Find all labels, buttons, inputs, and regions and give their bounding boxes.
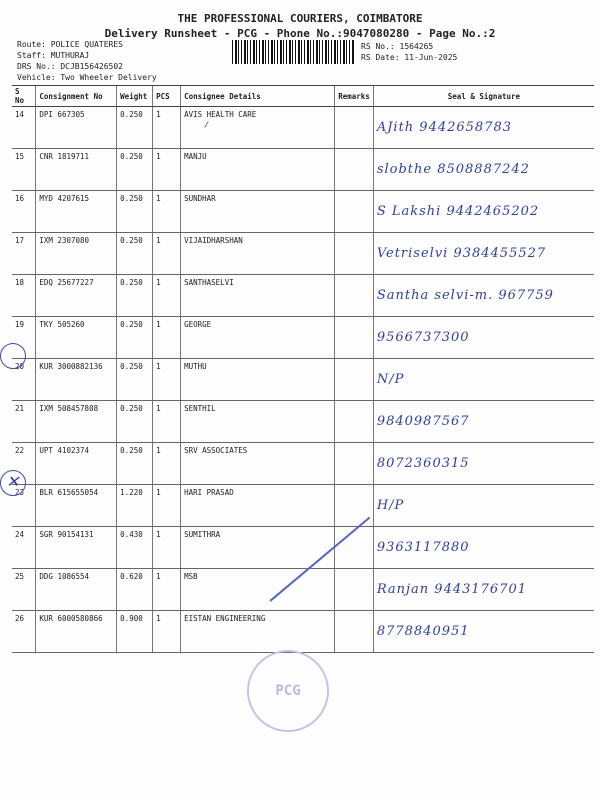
barcode (232, 40, 354, 64)
staff-label: Staff: MUTHURAJ (17, 51, 90, 60)
row-signature (373, 191, 594, 233)
row-sno: 21 (12, 401, 36, 443)
row-remarks (335, 611, 374, 653)
handwritten-signature: 9363117880 (376, 540, 470, 555)
company-title: THE PROFESSIONAL COURIERS, COIMBATORE (177, 12, 423, 25)
rs-number: RS No.: 1564265 (361, 42, 434, 51)
row-remarks (335, 485, 374, 527)
row-remarks (335, 359, 374, 401)
table-row (12, 443, 594, 485)
row-consignment: KUR 6000580866 (36, 611, 117, 653)
row-weight: 0.250 (117, 191, 153, 233)
row-sno: 26 (12, 611, 36, 653)
row-weight: 0.620 (117, 569, 153, 611)
row-weight: 0.250 (117, 317, 153, 359)
handwritten-signature: Vetriselvi 9384455527 (376, 246, 547, 261)
row-consignee: SANTHASELVI (181, 275, 335, 317)
row-sno: 20 (12, 359, 36, 401)
row-pcs: 1 (153, 527, 181, 569)
row-weight: 0.250 (117, 359, 153, 401)
row-signature (373, 107, 594, 149)
table-row (12, 611, 594, 653)
row-signature (373, 611, 594, 653)
row-remarks (335, 443, 374, 485)
company-stamp: PCG (247, 650, 329, 732)
row-consignment: SGR 90154131 (36, 527, 117, 569)
row-signature (373, 275, 594, 317)
row-remarks (335, 107, 374, 149)
table-row (12, 149, 594, 191)
row-consignment: CNR 1819711 (36, 149, 117, 191)
row-consignee: HARI PRASAD (181, 485, 335, 527)
row-remarks (335, 191, 374, 233)
col-sno: S No (12, 86, 36, 107)
route-label: Route: POLICE QUATERES (17, 40, 123, 49)
row-consignee: GEORGE (181, 317, 335, 359)
table-row (12, 401, 594, 443)
table-row (12, 275, 594, 317)
row-sno: 14 (12, 107, 36, 149)
handwritten-signature: slobthe 8508887242 (376, 162, 530, 177)
row-sno: 19 (12, 317, 36, 359)
drs-label: DRS No.: DCJB156426502 (17, 62, 123, 71)
row-pcs: 1 (153, 107, 181, 149)
row-weight: 0.250 (117, 233, 153, 275)
row-consignee: MANJU (181, 149, 335, 191)
row-consignee: MUTHU (181, 359, 335, 401)
vehicle-label: Vehicle: Two Wheeler Delivery (17, 73, 157, 82)
row-sno: 24 (12, 527, 36, 569)
row-remarks (335, 149, 374, 191)
row-23-cross-mark: ✕ (6, 472, 20, 491)
row-remarks (335, 401, 374, 443)
row-consignment: IXM 508457808 (36, 401, 117, 443)
table-row (12, 359, 594, 401)
row-pcs: 1 (153, 569, 181, 611)
col-pcs: PCS (153, 86, 181, 107)
row-signature (373, 233, 594, 275)
row-pcs: 1 (153, 359, 181, 401)
table-row (12, 527, 594, 569)
col-remarks: Remarks (335, 86, 374, 107)
row-signature (373, 359, 594, 401)
row-pcs: 1 (153, 443, 181, 485)
handwritten-signature: AJith 9442658783 (376, 120, 513, 135)
row-consignment: EDQ 25677227 (36, 275, 117, 317)
row-consignment: DPI 667305 (36, 107, 117, 149)
row-sno: 15 (12, 149, 36, 191)
row-weight: 0.250 (117, 275, 153, 317)
table-row (12, 107, 594, 149)
col-weight: Weight (117, 86, 153, 107)
row-sno: 16 (12, 191, 36, 233)
row-weight: 1.220 (117, 485, 153, 527)
row-pcs: 1 (153, 149, 181, 191)
row-pcs: 1 (153, 317, 181, 359)
handwritten-signature: 8072360315 (376, 456, 470, 471)
table-row (12, 485, 594, 527)
row-consignment: DDG 1086554 (36, 569, 117, 611)
row-consignment: BLR 615655054 (36, 485, 117, 527)
col-consignment: Consignment No (36, 86, 117, 107)
row-pcs: 1 (153, 401, 181, 443)
row-pcs: 1 (153, 233, 181, 275)
runsheet-subtitle: Delivery Runsheet - PCG - Phone No.:9047080280 - Page No.:2 (104, 27, 496, 40)
row-remarks (335, 275, 374, 317)
row-20-circle-mark (0, 343, 26, 369)
row-consignment: IXM 2307080 (36, 233, 117, 275)
row-signature (373, 569, 594, 611)
row-consignee: VIJAIDHARSHAN (181, 233, 335, 275)
row-signature (373, 485, 594, 527)
row-weight: 0.250 (117, 149, 153, 191)
handwritten-signature: H/P (376, 498, 405, 513)
row-pcs: 1 (153, 485, 181, 527)
handwritten-signature: N/P (376, 372, 405, 387)
table-row (12, 569, 594, 611)
handwritten-signature: 9840987567 (376, 414, 470, 429)
table-row (12, 317, 594, 359)
row-consignment: MYD 4207615 (36, 191, 117, 233)
row-consignee: AVIS HEALTH CARE (181, 107, 335, 149)
row-consignment: TKY 505260 (36, 317, 117, 359)
row-sno: 18 (12, 275, 36, 317)
runsheet-table (12, 85, 594, 653)
row-sno: 25 (12, 569, 36, 611)
handwritten-signature: 8778840951 (376, 624, 470, 639)
handwritten-signature: S Lakshi 9442465202 (376, 204, 540, 219)
row-signature (373, 149, 594, 191)
row-signature (373, 527, 594, 569)
row-consignee: SUNDHAR (181, 191, 335, 233)
table-row (12, 233, 594, 275)
row-weight: 0.250 (117, 401, 153, 443)
col-consignee: Consignee Details (181, 86, 335, 107)
row-weight: 0.250 (117, 107, 153, 149)
row-consignment: UPT 4102374 (36, 443, 117, 485)
row-consignment: KUR 3000882136 (36, 359, 117, 401)
row-weight: 0.430 (117, 527, 153, 569)
row-pcs: 1 (153, 275, 181, 317)
row-sno: 22 (12, 443, 36, 485)
handwritten-signature: 9566737300 (376, 330, 470, 345)
table-row (12, 191, 594, 233)
row-weight: 0.250 (117, 443, 153, 485)
row-remarks (335, 233, 374, 275)
row-signature (373, 443, 594, 485)
handwritten-signature: Santha selvi-m. 967759 (376, 288, 554, 303)
handwritten-signature: Ranjan 9443176701 (376, 582, 528, 597)
row-consignee: SENTHIL (181, 401, 335, 443)
row-pcs: 1 (153, 611, 181, 653)
row-remarks (335, 569, 374, 611)
row-signature (373, 401, 594, 443)
row-sno: 23 (12, 485, 36, 527)
table-header-row (12, 86, 594, 107)
row-pcs: 1 (153, 191, 181, 233)
row-consignee: SUMITHRA (181, 527, 335, 569)
row-remarks (335, 317, 374, 359)
row-consignee: MSB (181, 569, 335, 611)
rs-date: RS Date: 11-Jun-2025 (361, 53, 458, 62)
row-weight: 0.900 (117, 611, 153, 653)
row-remarks (335, 527, 374, 569)
col-signature: Seal & Signature (373, 86, 594, 107)
row-consignee: EISTAN ENGINEERING (181, 611, 335, 653)
row-sno: 17 (12, 233, 36, 275)
row-signature (373, 317, 594, 359)
row-consignee: SRV ASSOCIATES (181, 443, 335, 485)
